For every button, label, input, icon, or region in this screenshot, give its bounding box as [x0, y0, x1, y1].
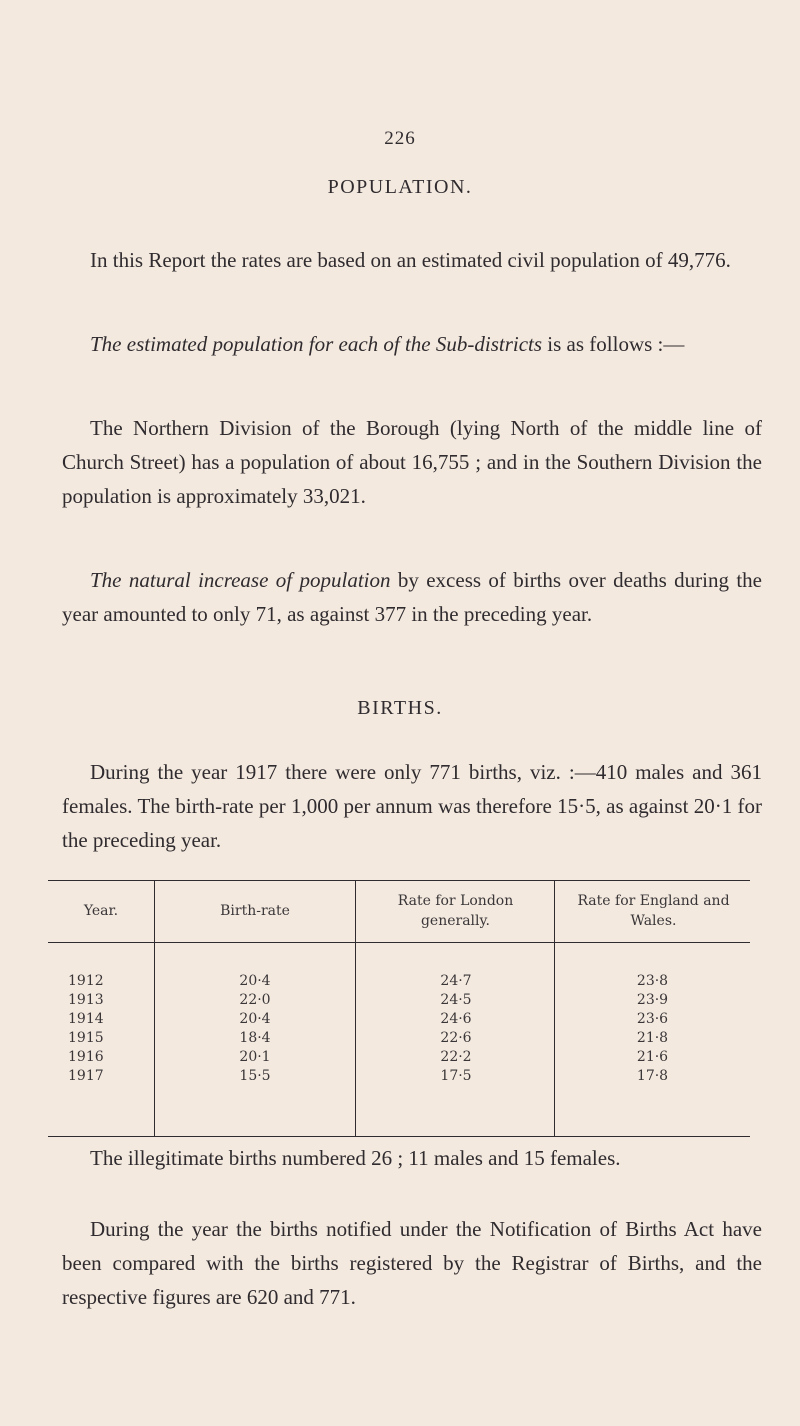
paragraph-sub-districts: [62, 327, 762, 361]
cell-birth-rate: 20·1: [239, 1049, 271, 1065]
header-england-wales-rate: Rate for England and Wales.: [577, 893, 730, 929]
cell-england-wales-rate: 21·8: [636, 1030, 669, 1046]
paragraph-natural-increase: [62, 563, 762, 631]
cell-year: 1912: [68, 973, 104, 989]
births-heading: BIRTHS.: [357, 697, 443, 719]
cell-birth-rate: 15·5: [239, 1068, 271, 1084]
cell-birth-rate: 20·4: [239, 973, 271, 989]
cell-england-wales-rate: 23·9: [636, 992, 669, 1008]
cell-year: 1915: [68, 1030, 104, 1046]
cell-year: 1917: [68, 1068, 104, 1084]
cell-birth-rate: 18·4: [239, 1030, 271, 1046]
cell-year: 1916: [68, 1049, 104, 1065]
cell-london-rate: 24·5: [440, 992, 472, 1008]
cell-year: 1913: [68, 992, 104, 1008]
cell-london-rate: 17·5: [440, 1068, 472, 1084]
paragraph-divisions: The Northern Division of the Borough (lying North of the middle line of Church Street) has a population of about 16,755 ; and in the Southern Division the population is approximately 33,021.: [62, 416, 762, 508]
sub-districts-italic: The estimated population for each of the Sub-districts: [90, 332, 543, 356]
paragraph-notification-of-births: During the year the births notified under the Notification of Births Act have been compared with the births registered by the Registrar of Births, and the respective figures are 620 and 771.: [62, 1217, 762, 1309]
cell-birth-rate: 22·0: [239, 992, 271, 1008]
paragraph-illegitimate-births: The illegitimate births numbered 26 ; 11 males and 15 females.: [90, 1146, 621, 1170]
page-number: 226: [384, 128, 416, 149]
paragraph-estimated-population: In this Report the rates are based on an estimated civil population of 49,776.: [90, 248, 731, 272]
natural-increase-rest: by excess of births over deaths during the year amounted to only 71, as against 377 in the preceding year.: [62, 568, 762, 626]
natural-increase-italic: The natural increase of population: [90, 568, 391, 592]
paragraph-births-1917: During the year 1917 there were only 771 births, viz. :—410 males and 361 females. The birth-rate per 1,000 per annum was therefore 15·5, as against 20·1 for the preceding year.: [62, 760, 762, 852]
cell-birth-rate: 20·4: [239, 1011, 271, 1027]
cell-england-wales-rate: 23·6: [636, 1011, 669, 1027]
cell-england-wales-rate: 23·8: [636, 973, 669, 989]
cell-year: 1914: [68, 1011, 104, 1027]
cell-london-rate: 22·2: [440, 1049, 472, 1065]
header-birth-rate: Birth-rate: [220, 903, 290, 919]
header-year: Year.: [83, 903, 119, 919]
cell-london-rate: 24·7: [440, 973, 472, 989]
cell-london-rate: 22·6: [440, 1030, 472, 1046]
cell-london-rate: 24·6: [440, 1011, 472, 1027]
population-heading: POPULATION.: [327, 176, 473, 198]
cell-england-wales-rate: 17·8: [636, 1068, 669, 1084]
sub-districts-rest: is as follows :—: [542, 332, 685, 356]
birth-rate-table: [48, 880, 750, 1137]
header-london-rate: Rate for London generally.: [397, 893, 514, 929]
cell-england-wales-rate: 21·6: [636, 1049, 669, 1065]
